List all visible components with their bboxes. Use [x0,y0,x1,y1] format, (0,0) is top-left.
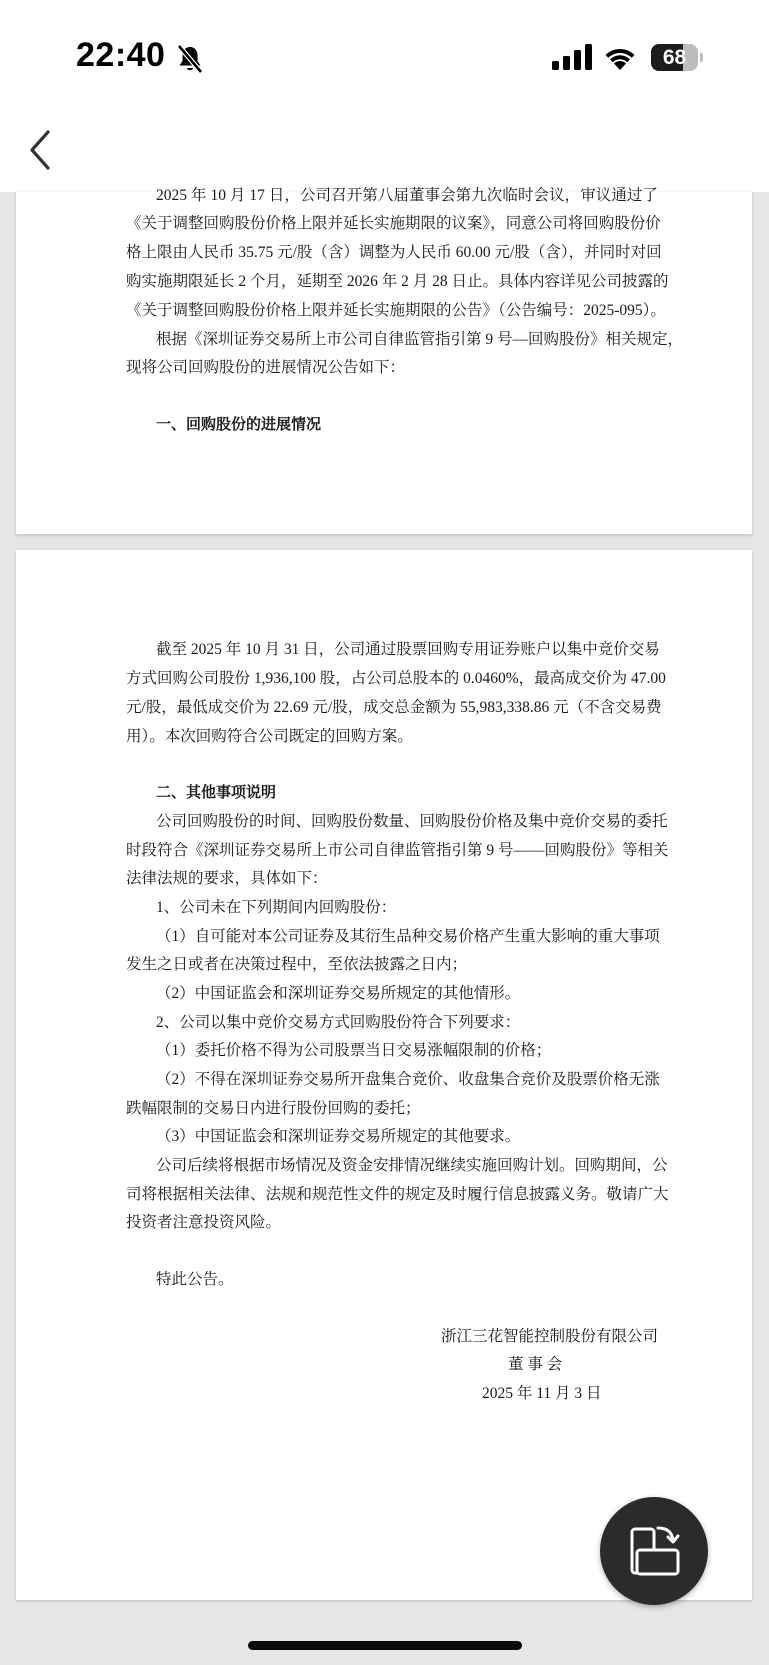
home-indicator [248,1641,522,1650]
paragraph-line: 2、公司以集中竞价交易方式回购股份符合下列要求： [156,1014,521,1031]
board-signature: 董 事 会 [508,1356,563,1373]
status-bar [0,0,769,110]
paragraph-line: 方式回购公司股份 1,936,100 股，占公司总股本的 0.0460%，最高成交价为 47.00 [126,670,666,687]
chevron-left-icon[interactable] [26,128,56,172]
document-page-2 [16,550,752,1600]
paragraph-line: 截至 2025 年 10 月 31 日，公司通过股票回购专用证券账户以集中竞价交易 [156,641,660,658]
document-page-1 [16,187,752,534]
wifi-icon [603,43,637,71]
paragraph-line: 2025 年 10 月 17 日，公司召开第八届董事会第九次临时会议，审议通过了 [156,187,658,204]
paragraph-line: 《关于调整回购股份价格上限并延长实施期限的公告》（公告编号：2025-095）。 [126,302,666,319]
paragraph-line: 1、公司未在下列期间内回购股份： [156,899,397,916]
battery-percent: 68 [662,46,687,69]
nav-bar [0,110,769,192]
announcement-date: 2025 年 11 月 3 日 [482,1385,602,1402]
paragraph-line: 现将公司回购股份的进展情况公告如下： [126,359,406,376]
closing-text: 特此公告。 [156,1271,234,1288]
status-time: 22:40 [76,36,166,74]
paragraph-line: （3）中国证监会和深圳证券交易所规定的其他要求。 [156,1128,521,1145]
paragraph-line: 法律法规的要求，具体如下： [126,870,328,887]
paragraph-line: 时段符合《深圳证券交易所上市公司自律监管指引第 9 号——回购股份》等相关 [126,842,669,859]
rotate-page-button[interactable] [600,1497,708,1605]
paragraph-line: 格上限由人民币 35.75 元/股（含）调整为人民币 60.00 元/股（含），并同时对回 [126,244,662,261]
rotate-page-icon [628,1523,682,1579]
paragraph-line: 元/股，最低成交价为 22.69 元/股，成交总金额为 55,983,338.86 元（不含交易费 [126,699,662,716]
cellular-signal-icon [552,44,592,70]
company-name: 浙江三花智能控制股份有限公司 [440,1328,658,1345]
paragraph-line: （1）自可能对本公司证券及其衍生品种交易价格产生重大影响的重大事项 [156,928,660,945]
paragraph-line: 司将根据相关法律、法规和规范性文件的规定及时履行信息披露义务。敬请广大 [126,1186,669,1203]
paragraph-line: 根据《深圳证券交易所上市公司自律监管指引第 9 号—回购股份》相关规定， [156,331,684,348]
paragraph-line: （2）中国证监会和深圳证券交易所规定的其他情形。 [156,985,521,1002]
paragraph-line: 发生之日或者在决策过程中，至依法披露之日内； [126,956,468,973]
paragraph-line: 购实施期限延长 2 个月，延期至 2026 年 2 月 28 日止。具体内容详见公司披露的 [126,273,669,290]
document-viewer[interactable] [0,187,769,1665]
bell-slash-icon [176,44,204,74]
paragraph-line: 投资者注意投资风险。 [126,1214,282,1231]
paragraph-line: 用）。本次回购符合公司既定的回购方案。 [126,728,413,745]
section-heading: 二、其他事项说明 [156,784,277,801]
section-heading: 一、回购股份的进展情况 [156,416,322,433]
paragraph-line: 跌幅限制的交易日内进行股份回购的委托； [126,1100,421,1117]
battery-icon [651,44,703,71]
paragraph-line: 公司回购股份的时间、回购股份数量、回购股份价格及集中竞价交易的委托 [156,813,668,830]
paragraph-line: 《关于调整回购股份价格上限并延长实施期限的议案》，同意公司将回购股份价 [126,215,661,232]
paragraph-line: 公司后续将根据市场情况及资金安排情况继续实施回购计划。回购期间，公 [156,1157,668,1174]
paragraph-line: （1）委托价格不得为公司股票当日交易涨幅限制的价格； [156,1042,552,1059]
paragraph-line: （2）不得在深圳证券交易所开盘集合竞价、收盘集合竞价及股票价格无涨 [156,1071,660,1088]
